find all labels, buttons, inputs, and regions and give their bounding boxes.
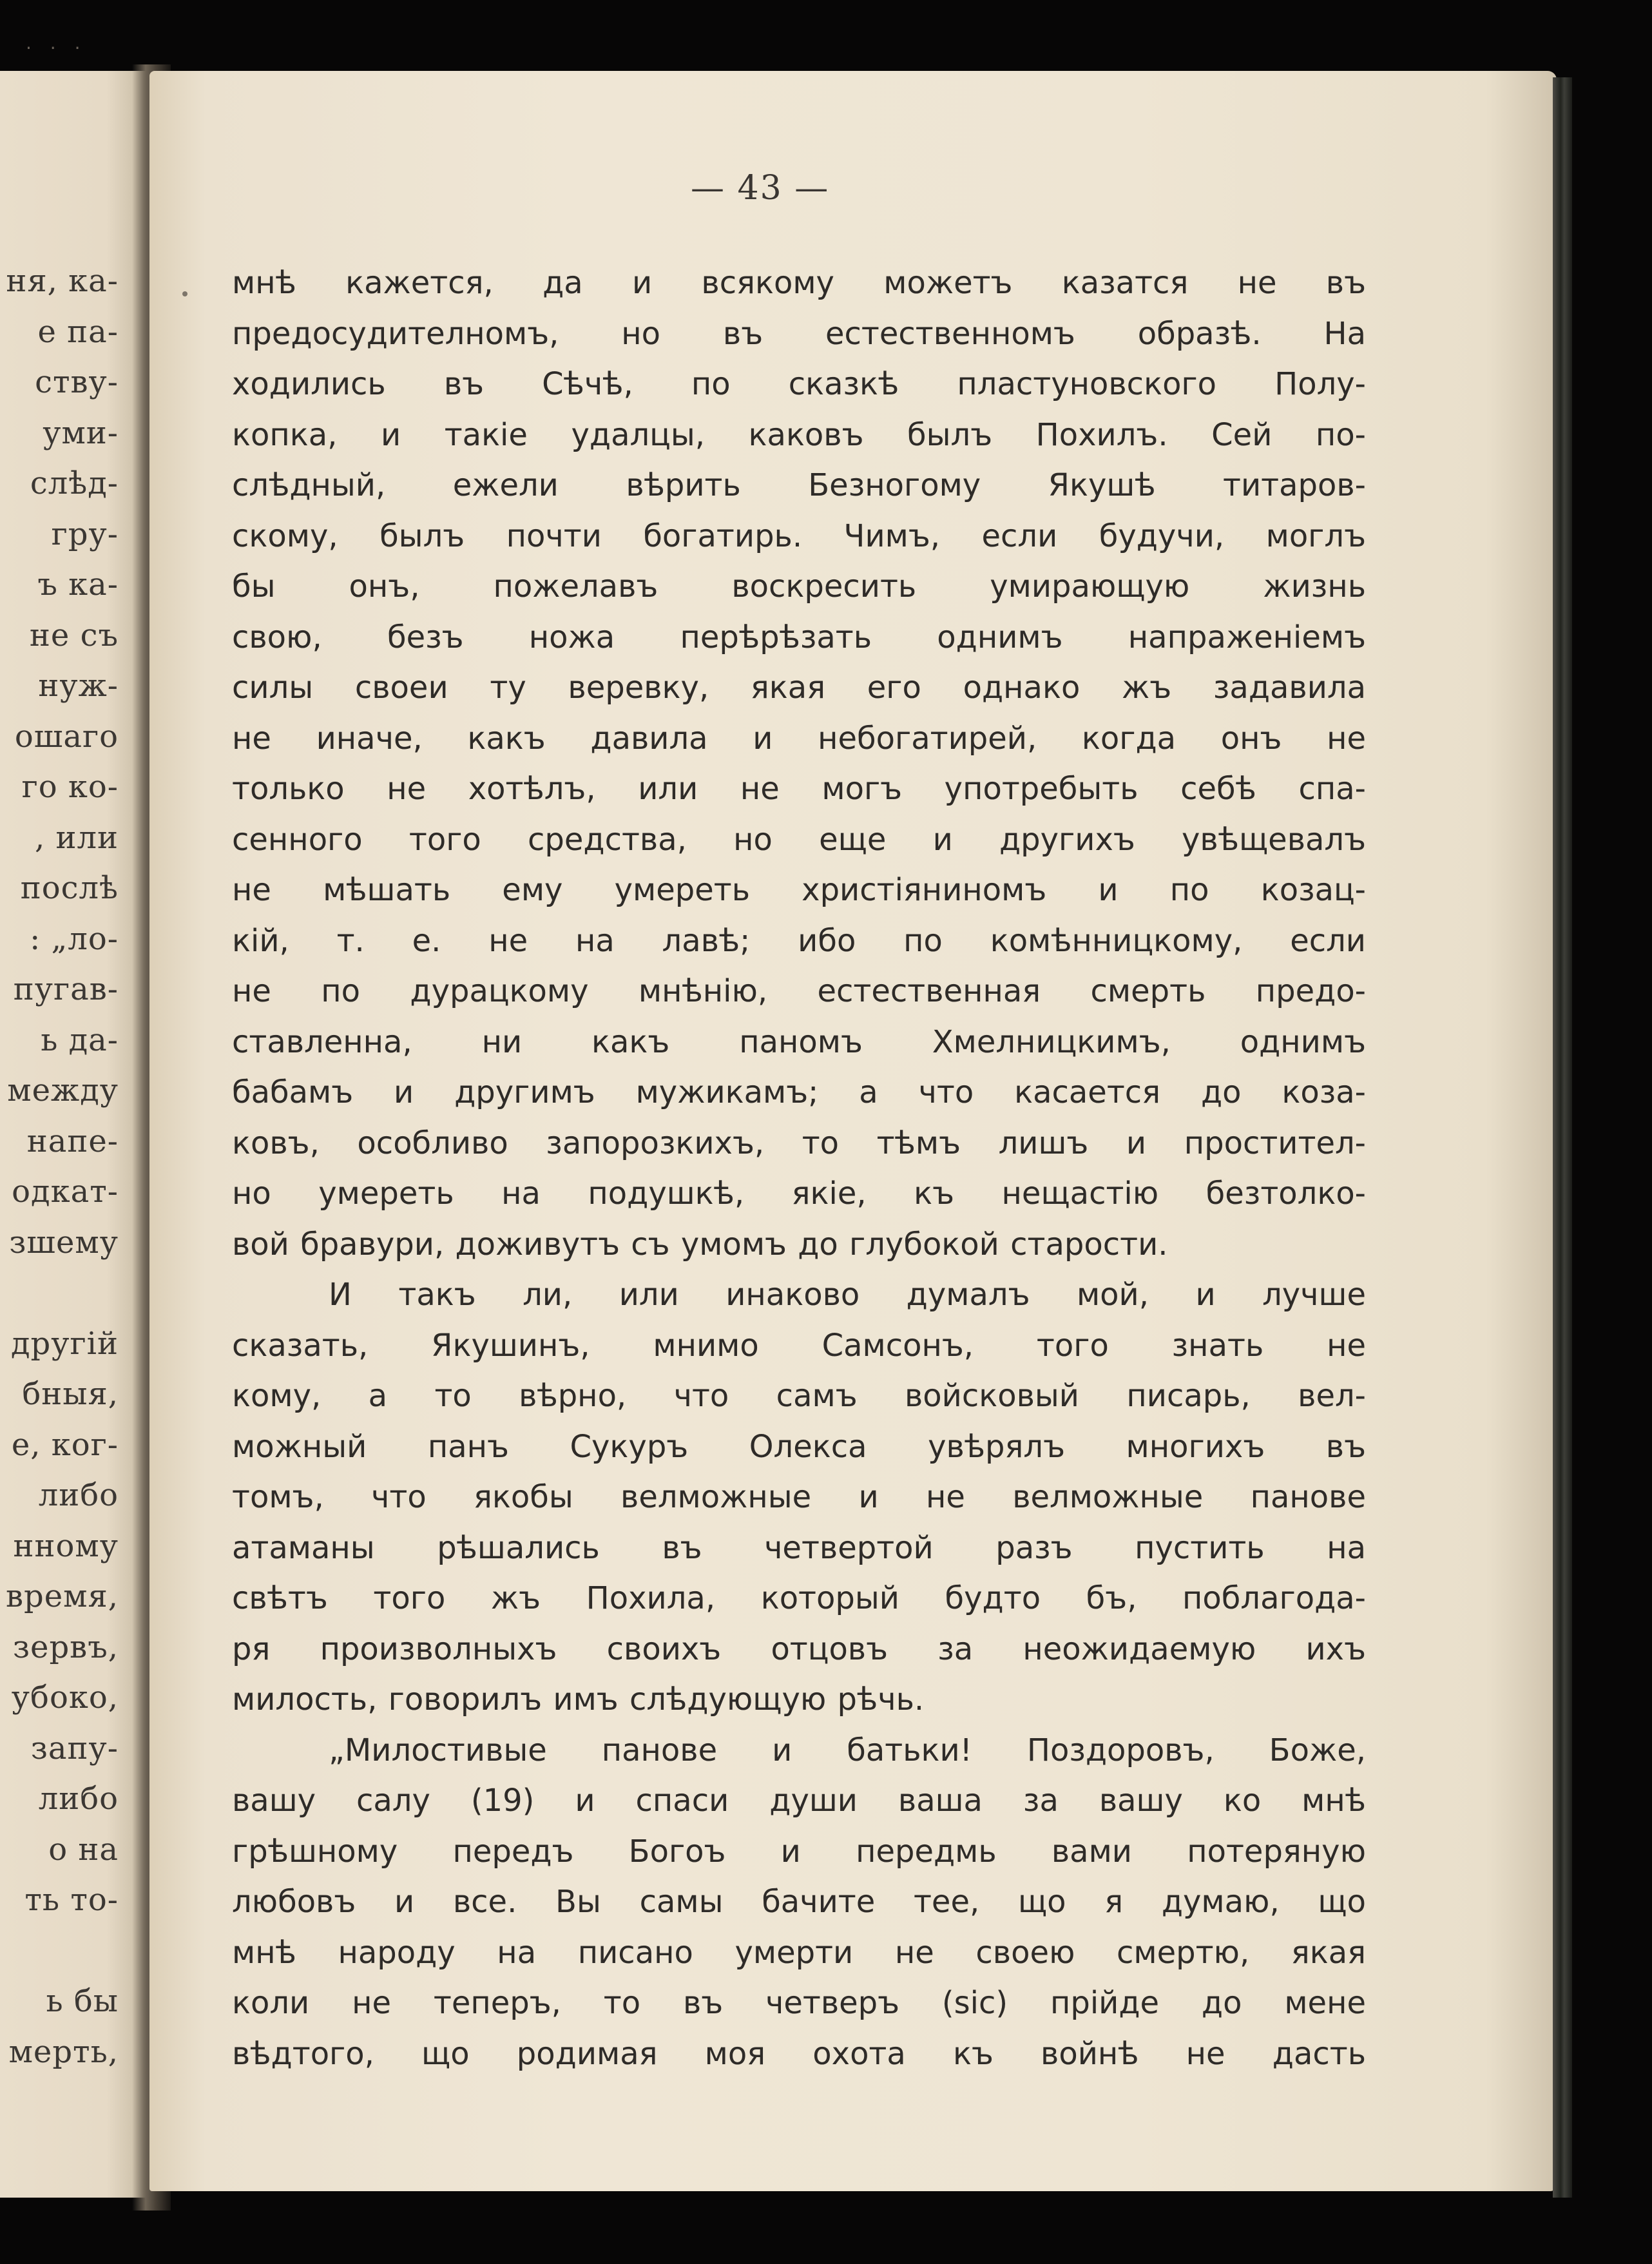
left-page <box>0 71 152 2198</box>
text-line: можный панъ Сукуръ Олекса увѣрялъ многихъ въ <box>232 1428 1366 1465</box>
text-line: копка, и такіе удалцы, каковъ былъ Похилъ. Сей по- <box>232 416 1366 453</box>
left-page-line: е, ког- <box>11 1426 119 1463</box>
text-line: кому, а то вѣрно, что самъ войсковый писарь, вел- <box>232 1378 1366 1414</box>
text-line: кій, т. е. не на лавѣ; ибо по комѣнницкому, если <box>232 922 1366 959</box>
left-page-line: ть то- <box>24 1882 119 1918</box>
text-line: коли не теперъ, то въ четверъ (sic) прійде до мене <box>232 1985 1366 2021</box>
left-page-line: мерть, <box>8 2033 119 2070</box>
text-line: томъ, что якобы велможные и не велможные панове <box>232 1479 1366 1515</box>
left-page-line: ь да- <box>41 1021 119 1058</box>
left-page-line: убоко, <box>11 1679 119 1716</box>
left-page-line: е па- <box>37 313 119 350</box>
left-page-line: нуж- <box>38 668 119 704</box>
left-page-line: либо <box>38 1477 119 1513</box>
text-line: свою, безъ ножа перѣрѣзать однимъ напраженіемъ <box>232 619 1366 655</box>
text-line: только не хотѣлъ, или не могъ употребыть себѣ спа- <box>232 771 1366 807</box>
text-line: бы онъ, пожелавъ воскресить умирающую жизнь <box>232 568 1366 605</box>
left-page-line: ня, ка- <box>6 263 119 299</box>
text-line: ковъ, особливо запорозкихъ, то тѣмъ лишъ и простител- <box>232 1125 1366 1161</box>
text-line: вѣдтого, що родимая моя охота къ войнѣ не дасть <box>232 2035 1366 2072</box>
text-line: скому, былъ почти богатирь. Чимъ, если будучи, моглъ <box>232 518 1366 554</box>
left-page-line: ъ ка- <box>37 566 119 603</box>
left-page-line: : „ло- <box>30 920 119 957</box>
text-line: но умереть на подушкѣ, якіе, къ нещастію безтолко- <box>232 1176 1366 1212</box>
left-page-line: одкат- <box>12 1174 119 1210</box>
page-number: — 43 — <box>691 169 830 208</box>
text-line: ря произволныхъ своихъ отцовъ за неожидаемую ихъ <box>232 1630 1366 1667</box>
text-line: не по дурацкому мнѣнію, естественная смерть предо- <box>232 973 1366 1009</box>
text-line: мнѣ народу на писано умерти не своею смертю, якая <box>232 1934 1366 1971</box>
text-line: не иначе, какъ давила и небогатирей, когда онъ не <box>232 720 1366 757</box>
text-line: любовъ и все. Вы самы бачите тее, що я думаю, що <box>232 1884 1366 1920</box>
margin-dot <box>182 291 187 296</box>
left-page-line: ь бы <box>46 1983 119 2019</box>
text-line: грѣшному передъ Богоъ и передмь вами потеряную <box>232 1833 1366 1870</box>
left-page-line: между <box>7 1072 119 1108</box>
left-page-line: , или <box>35 819 119 856</box>
text-line: сенного того средства, но еще и другихъ увѣщевалъ <box>232 821 1366 858</box>
left-page-line: го ко- <box>21 769 119 805</box>
text-line: не мѣшать ему умереть христіяниномъ и по козац- <box>232 872 1366 908</box>
text-line: мнѣ кажется, да и всякому можетъ казатся не въ <box>232 265 1366 301</box>
left-page-line: запу- <box>30 1730 119 1766</box>
left-page-line: бныя, <box>22 1376 119 1412</box>
left-page-line: о на <box>48 1831 119 1868</box>
left-page-line: послѣ <box>20 870 119 906</box>
text-line: силы своеи ту веревку, якая его однако жъ задавила <box>232 670 1366 706</box>
left-page-line: зшему <box>9 1224 119 1261</box>
left-page-line: нному <box>13 1527 119 1564</box>
body-text <box>232 258 1366 2079</box>
scan-specks: · · · <box>26 37 87 59</box>
left-page-line: зервъ, <box>12 1629 119 1665</box>
text-line: „Милостивые панове и батьки! Поздоровъ, Боже, <box>329 1732 1366 1768</box>
left-page-line: другій <box>10 1325 119 1362</box>
text-line: ставленна, ни какъ паномъ Хмелницкимъ, однимъ <box>232 1023 1366 1060</box>
left-page-line: либо <box>38 1781 119 1817</box>
text-line: атаманы рѣшались въ четвертой разъ пустить на <box>232 1529 1366 1566</box>
left-page-line: напе- <box>26 1123 119 1159</box>
text-line: свѣтъ того жъ Похила, который будто бъ, поблагода- <box>232 1580 1366 1616</box>
left-page-line: ошаго <box>14 718 119 755</box>
left-page-line: гру- <box>51 516 119 552</box>
left-page-line: время, <box>5 1578 119 1614</box>
left-page-line: ству- <box>35 364 119 400</box>
text-line: бабамъ и другимъ мужикамъ; а что касается до коза- <box>232 1074 1366 1110</box>
left-page-line: уми- <box>43 414 119 451</box>
text-line: И такъ ли, или инаково думалъ мой, и лучше <box>329 1277 1366 1313</box>
text-line: сказать, Якушинъ, мнимо Самсонъ, того знать не <box>232 1327 1366 1364</box>
text-line: вой бравури, доживутъ съ умомъ до глубокой старости. <box>232 1226 1168 1263</box>
text-line: слѣдный, ежели вѣрить Безногому Якушѣ титаров- <box>232 467 1366 503</box>
page-edges <box>1553 77 1572 2198</box>
text-line: ходились въ Сѣчѣ, по сказкѣ пластуновского Полу- <box>232 366 1366 402</box>
left-page-line: не съ <box>29 617 119 653</box>
text-line: милость, говорилъ имъ слѣдующую рѣчь. <box>232 1681 925 1717</box>
text-line: предосудителномъ, но въ естественномъ образѣ. На <box>232 315 1366 352</box>
text-line: вашу салу (19) и спаси души ваша за вашу ко мнѣ <box>232 1783 1366 1819</box>
left-page-line: слѣд- <box>30 465 119 501</box>
left-page-line: пугав- <box>13 971 119 1007</box>
